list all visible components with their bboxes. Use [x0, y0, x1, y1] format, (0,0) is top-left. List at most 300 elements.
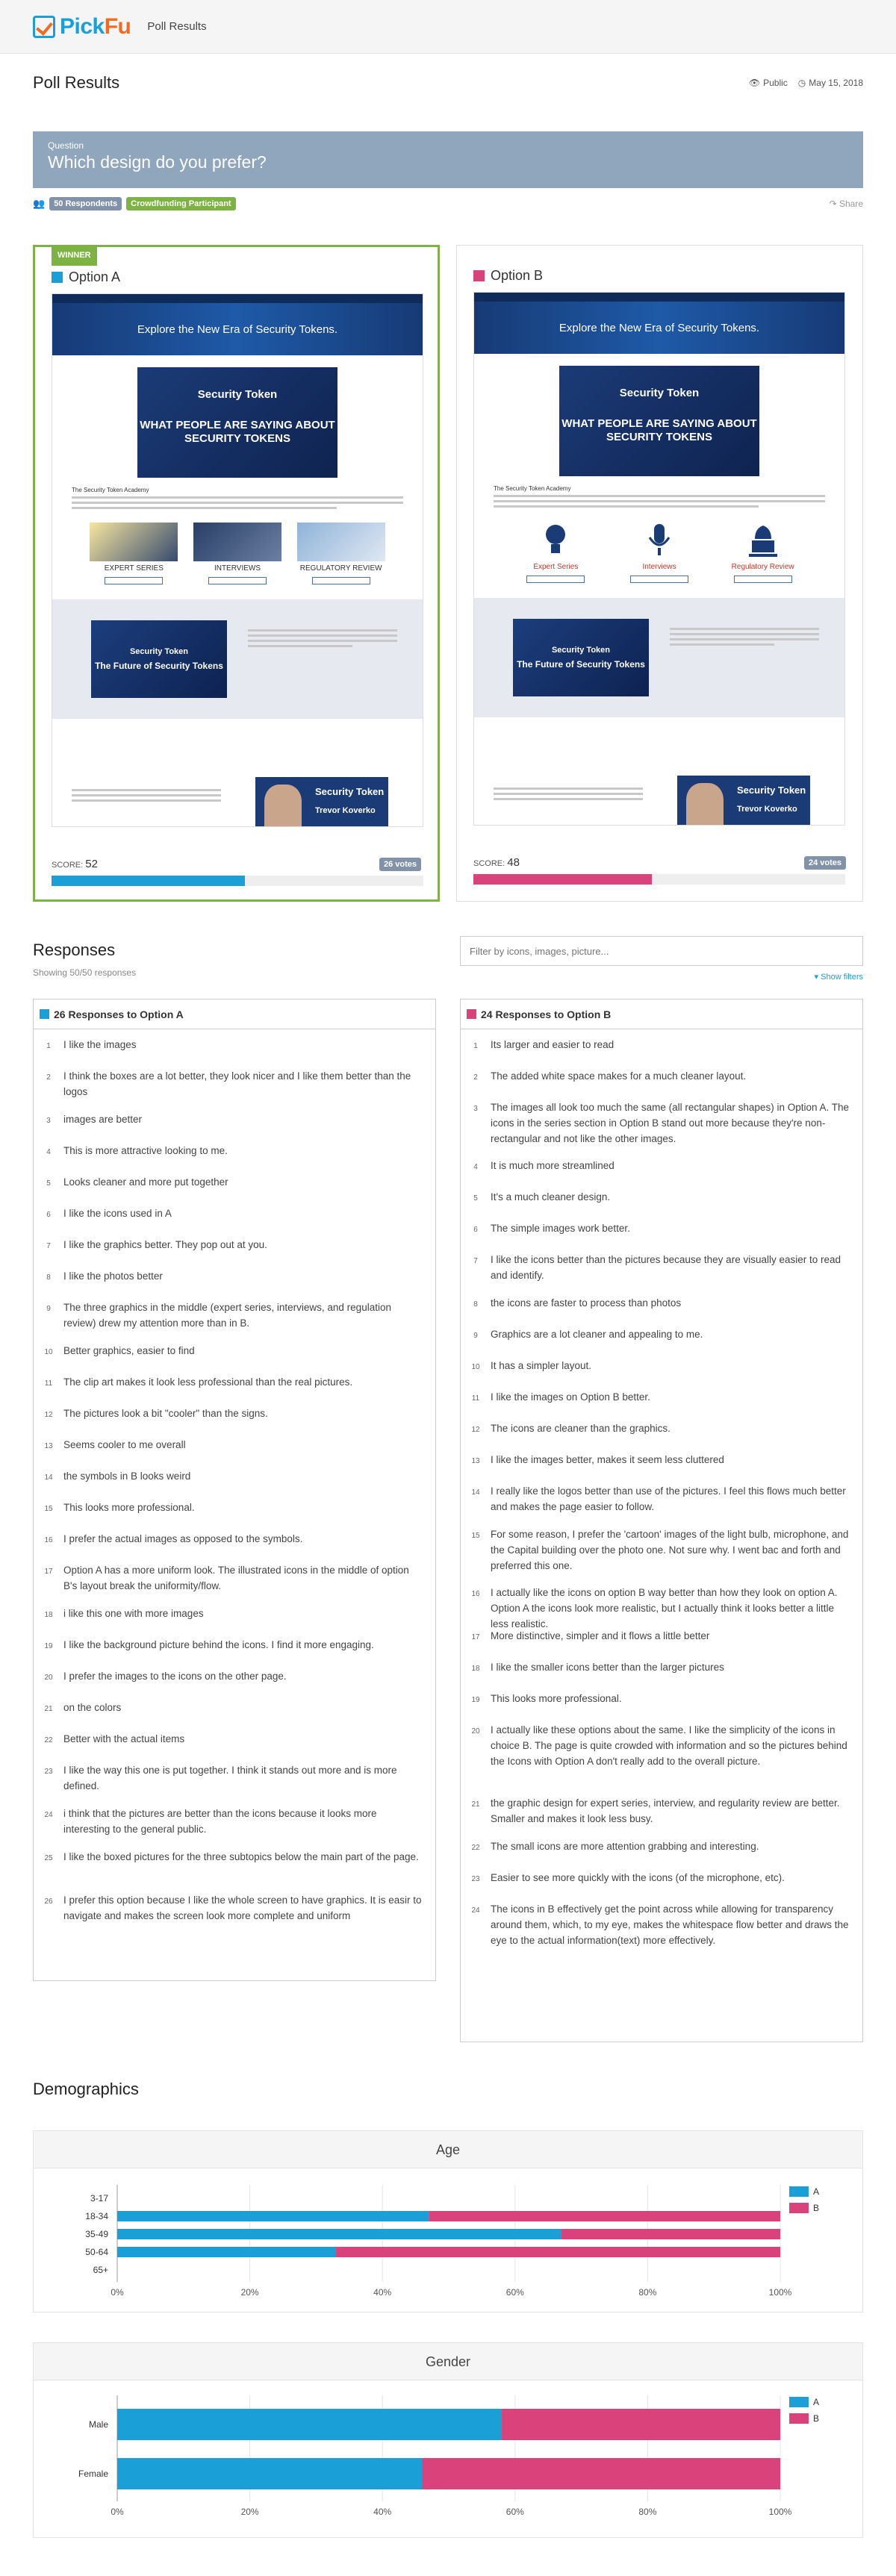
- option-b-label: [473, 268, 543, 284]
- response-text: Better graphics, easier to find: [63, 1345, 195, 1356]
- question-text: Which design do you prefer?: [48, 152, 267, 172]
- response-number: 24: [44, 1811, 53, 1819]
- response-text: The simple images work better.: [491, 1223, 630, 1234]
- response-number: 7: [46, 1242, 51, 1250]
- response-number: 22: [471, 1844, 480, 1852]
- y-category-label: 65+: [93, 2265, 108, 2275]
- response-text: I actually like the icons on option B way better than how they look on option A. Option A the icons look more realistic, but I actually think it looks better a little less realistic.: [491, 1587, 838, 1630]
- response-text: i like this one with more images: [63, 1608, 204, 1619]
- shot-bottom: [52, 774, 423, 826]
- response-item: [34, 1262, 435, 1294]
- page-title: Poll Results: [33, 73, 120, 92]
- date-label: May 15, 2018: [809, 78, 863, 88]
- shot-nav: [52, 294, 423, 303]
- response-item: [461, 1183, 862, 1214]
- response-item: [461, 1094, 862, 1152]
- response-item: [461, 1415, 862, 1446]
- shot-bottom-brand: Security Token: [315, 786, 385, 797]
- shot-hero: Explore the New Era of Security Tokens.: [52, 303, 423, 355]
- response-item: [461, 1031, 862, 1062]
- shot-band-video: [91, 620, 227, 698]
- option-a-responses-title: 26 Responses to Option A: [54, 1008, 184, 1020]
- response-text: I like the images: [63, 1039, 137, 1050]
- shot-text: [72, 487, 403, 509]
- response-item: [34, 1800, 435, 1843]
- logo-text-fu: Fu: [104, 13, 131, 39]
- response-text: I like the graphics better. They pop out at you.: [63, 1239, 267, 1250]
- x-tick-label: 80%: [638, 2507, 657, 2517]
- option-b-swatch: [473, 270, 485, 281]
- response-item: [461, 1477, 862, 1521]
- shot-feature: [615, 521, 703, 583]
- poll-date: [798, 78, 863, 88]
- responses-title: Responses: [33, 941, 116, 959]
- response-item: [461, 1320, 862, 1352]
- demographics-title: Demographics: [33, 2080, 139, 2098]
- response-number: 2: [473, 1073, 478, 1082]
- response-filter-input[interactable]: [460, 936, 863, 966]
- response-item: [34, 1200, 435, 1231]
- shot-band-title: The Future of Security Tokens: [517, 659, 645, 670]
- response-text: the symbols in B looks weird: [63, 1471, 191, 1482]
- score-label: SCORE:: [473, 859, 505, 868]
- shot-video: [559, 366, 759, 476]
- response-number: 5: [46, 1179, 51, 1188]
- response-number: 4: [46, 1148, 51, 1156]
- response-text: I prefer the images to the icons on the other page.: [63, 1671, 287, 1682]
- top-navbar: [0, 0, 896, 54]
- response-text: I like the photos better: [63, 1270, 163, 1282]
- response-text: I like the smaller icons better than the larger pictures: [491, 1662, 724, 1673]
- legend-swatch-B: [789, 2203, 809, 2213]
- shot-sub: The Security Token Academy: [494, 485, 571, 492]
- legend-label: B: [813, 2203, 820, 2213]
- response-number: 12: [471, 1426, 480, 1434]
- option-b-responses: [460, 999, 863, 2042]
- question-box: [33, 131, 863, 188]
- x-tick-label: 0%: [111, 2287, 124, 2298]
- response-item: [461, 1833, 862, 1864]
- option-b-responses-header: [461, 999, 862, 1029]
- option-b-title: Option B: [491, 268, 544, 283]
- response-number: 19: [44, 1642, 53, 1650]
- shot-features: [52, 523, 423, 584]
- response-item: [34, 1031, 435, 1062]
- response-item: [34, 1556, 435, 1600]
- option-b-votes: 24 votes: [804, 856, 846, 870]
- x-tick-label: 60%: [505, 2287, 524, 2298]
- shot-bottom: [474, 773, 844, 825]
- shot-nav: [474, 293, 844, 302]
- response-number: 8: [473, 1300, 478, 1309]
- option-b-screenshot[interactable]: [473, 292, 845, 826]
- response-item: [461, 1864, 862, 1895]
- response-text: I like the background picture behind the icons. I find it more engaging.: [63, 1639, 374, 1650]
- shot-feature-label: EXPERT SERIES: [104, 564, 164, 573]
- response-number: 19: [471, 1696, 480, 1704]
- response-number: 3: [473, 1105, 478, 1113]
- bar-segment-A: [117, 2458, 422, 2489]
- response-text: I like the boxed pictures for the three subtopics below the main part of the page.: [63, 1851, 419, 1862]
- response-text: The small icons are more attention grabbing and interesting.: [491, 1841, 759, 1852]
- main-content: [33, 73, 863, 2566]
- x-tick-label: 80%: [638, 2287, 657, 2298]
- bar-segment-B: [502, 2409, 780, 2440]
- legend-label: A: [813, 2186, 820, 2197]
- bar-segment-A: [117, 2409, 502, 2440]
- age-chart: [34, 2168, 862, 2312]
- response-number: 6: [473, 1226, 478, 1234]
- bar-segment-B: [422, 2458, 780, 2489]
- response-number: 25: [44, 1854, 53, 1862]
- response-number: 11: [44, 1379, 53, 1388]
- response-text: More distinctive, simpler and it flows a little better: [491, 1630, 710, 1641]
- response-item: [34, 1431, 435, 1462]
- shot-band-title: The Future of Security Tokens: [95, 661, 223, 671]
- shot-sub: The Security Token Academy: [72, 487, 149, 493]
- shot-band-text: [670, 628, 819, 649]
- response-text: The added white space makes for a much cleaner layout.: [491, 1070, 747, 1082]
- response-text: The images all look too much the same (all rectangular shapes) in Option A. The icons in the series section in Option B stand out more because they're non-rectangular and not like the other images.: [491, 1102, 850, 1144]
- gender-chart-panel: [33, 2342, 863, 2538]
- option-a-responses-header: [34, 999, 435, 1029]
- response-item: [34, 1631, 435, 1662]
- legend-label: A: [813, 2397, 820, 2407]
- response-number: 10: [471, 1363, 480, 1371]
- x-tick-label: 20%: [240, 2507, 259, 2517]
- response-text: the graphic design for expert series, interview, and regularity review are better. Smaller and makes it look less busy.: [491, 1797, 840, 1824]
- response-number: 18: [44, 1611, 53, 1619]
- poll-meta: [749, 78, 863, 88]
- response-text: I think the boxes are a lot better, they look nicer and I like them better than the logos: [63, 1070, 411, 1097]
- response-number: 9: [46, 1305, 51, 1313]
- response-item: [461, 1789, 862, 1833]
- response-text: I like the icons used in A: [63, 1208, 172, 1219]
- share-label: Share: [839, 199, 863, 209]
- shot-feature: [193, 523, 281, 584]
- response-text: I like the way this one is put together. I think it stands out more and is more defined.: [63, 1765, 397, 1791]
- response-number: 15: [471, 1532, 480, 1540]
- shot-feature-label: Regulatory Review: [731, 563, 794, 571]
- x-tick-label: 100%: [768, 2507, 792, 2517]
- response-text: Looks cleaner and more put together: [63, 1176, 228, 1188]
- response-text: images are better: [63, 1114, 143, 1125]
- shot-feature-label: REGULATORY REVIEW: [299, 564, 382, 573]
- response-number: 21: [471, 1800, 480, 1809]
- response-item: [34, 1368, 435, 1400]
- response-number: 14: [471, 1488, 480, 1497]
- y-category-label: Female: [78, 2469, 108, 2479]
- response-number: 10: [44, 1348, 53, 1356]
- response-text: This is more attractive looking to me.: [63, 1145, 228, 1156]
- score-value: 52: [85, 858, 98, 870]
- microphone-icon: [641, 521, 678, 560]
- response-text: This looks more professional.: [491, 1693, 622, 1704]
- response-text: It is much more streamlined: [491, 1160, 615, 1171]
- shot-bottom-name: Trevor Koverko: [315, 806, 376, 815]
- clock-icon: ◷: [797, 78, 806, 88]
- share-link[interactable]: [830, 199, 863, 209]
- response-number: 4: [473, 1163, 478, 1171]
- response-item: [461, 1579, 862, 1630]
- age-chart-panel: [33, 2130, 863, 2313]
- response-item: [34, 1062, 435, 1105]
- responses-count: Showing 50/50 responses: [33, 967, 137, 978]
- response-item: [34, 1886, 435, 1945]
- response-number: 5: [473, 1194, 478, 1203]
- response-text: on the colors: [63, 1702, 122, 1713]
- response-number: 1: [473, 1042, 478, 1050]
- legend-swatch-A: [789, 2186, 809, 2197]
- response-text: Option A has a more uniform look. The illustrated icons in the middle of option B's layout break the uniformity/flow.: [63, 1565, 409, 1591]
- age-chart-title: Age: [34, 2131, 862, 2168]
- response-item: [461, 1685, 862, 1716]
- response-item: [34, 1337, 435, 1368]
- y-category-label: 3-17: [90, 2193, 108, 2204]
- responses-heading-block: [33, 941, 136, 978]
- response-number: 17: [44, 1568, 53, 1576]
- response-item: [461, 1246, 862, 1289]
- option-b-responses-title: 24 Responses to Option B: [481, 1008, 612, 1020]
- response-text: Seems cooler to me overall: [63, 1439, 186, 1450]
- winner-badge: WINNER: [52, 245, 97, 266]
- response-item: [461, 1383, 862, 1415]
- option-a-responses: [33, 999, 436, 1981]
- response-item: [461, 1716, 862, 1789]
- shot-bottom-name: Trevor Koverko: [737, 805, 797, 814]
- shot-brand: Security Token: [197, 388, 278, 401]
- eye-icon: 👁: [748, 78, 761, 88]
- shot-band-brand: Security Token: [129, 647, 189, 656]
- gender-chart: [34, 2380, 862, 2537]
- y-category-label: 18-34: [85, 2211, 108, 2221]
- x-tick-label: 20%: [240, 2287, 259, 2298]
- y-category-label: Male: [88, 2419, 108, 2430]
- capitol-icon: [744, 521, 782, 560]
- response-number: 16: [44, 1536, 53, 1544]
- y-category-label: 35-49: [85, 2229, 108, 2239]
- option-a-label: [52, 269, 120, 285]
- shot-bottom-video: [255, 777, 388, 826]
- respondents-badge[interactable]: 50 Respondents: [49, 197, 122, 210]
- shot-brand: Security Token: [619, 387, 700, 399]
- x-tick-label: 0%: [111, 2507, 124, 2517]
- shot-video: [137, 367, 337, 478]
- response-text: Its larger and easier to read: [491, 1039, 615, 1050]
- logo-check-icon: [33, 16, 55, 38]
- response-number: 23: [471, 1875, 480, 1883]
- shot-band: [474, 598, 844, 717]
- visibility-label: Public: [763, 78, 788, 88]
- response-number: 24: [471, 1906, 480, 1915]
- response-number: 15: [44, 1505, 53, 1513]
- shot-band-video: [513, 619, 649, 696]
- response-number: 26: [44, 1897, 53, 1906]
- response-text: I prefer the actual images as opposed to the symbols.: [63, 1533, 303, 1544]
- response-item: [34, 1294, 435, 1337]
- response-item: [34, 1694, 435, 1725]
- visibility: [749, 78, 788, 88]
- shot-text: [494, 485, 825, 508]
- response-text: The icons in B effectively get the point across while allowing for transparency around them, which, to my eye, makes the whitespace flow better and draws the eye to the actual information(text) more effectively.: [491, 1903, 849, 1946]
- bar-segment-A: [117, 2229, 561, 2239]
- response-item: [34, 1494, 435, 1525]
- show-filters-link[interactable]: [815, 972, 863, 982]
- pickfu-logo[interactable]: [33, 14, 131, 40]
- bar-segment-A: [117, 2211, 429, 2221]
- response-item: [461, 1521, 862, 1579]
- bar-segment-B: [429, 2211, 780, 2221]
- response-text: I really like the logos better than use of the pictures. I feel this flows much better and makes the page easier to follow.: [491, 1485, 846, 1512]
- response-text: Better with the actual items: [63, 1733, 185, 1744]
- lightbulb-icon: [537, 521, 574, 560]
- shot-video-title: WHAT PEOPLE ARE SAYING ABOUT SECURITY TOKENS: [561, 417, 757, 443]
- response-text: For some reason, I prefer the 'cartoon' images of the light bulb, microphone, and the Capital building over the photo one. Not sure why. I went bac and forth and preferred this one.: [491, 1529, 849, 1571]
- option-a-swatch: [52, 272, 63, 283]
- response-item: [34, 1843, 435, 1886]
- score-bar-fill: [52, 876, 245, 886]
- response-item: [34, 1168, 435, 1200]
- shot-band-brand: Security Token: [551, 646, 611, 655]
- option-a-score-bar: [52, 876, 423, 886]
- x-tick-label: 40%: [373, 2287, 392, 2298]
- response-text: I like the images better, makes it seem less cluttered: [491, 1454, 724, 1465]
- response-number: 22: [44, 1736, 53, 1744]
- poll-chips: [33, 197, 236, 210]
- response-item: [34, 1105, 435, 1137]
- option-a-title: Option A: [69, 269, 121, 284]
- legend-label: B: [813, 2413, 820, 2424]
- x-tick-label: 40%: [373, 2507, 392, 2517]
- logo-text-pick: Pick: [60, 13, 105, 39]
- option-b-score: [473, 856, 520, 869]
- response-text: The clip art makes it look less professional than the real pictures.: [63, 1376, 353, 1388]
- response-item: [34, 1600, 435, 1631]
- response-text: I prefer this option because I like the whole screen to have graphics. It is easir to navigate and makes the screen look more complete and uniform: [63, 1894, 422, 1921]
- option-a-swatch: [40, 1009, 49, 1019]
- response-number: 14: [44, 1473, 53, 1482]
- shot-feature-label: Interviews: [642, 563, 676, 571]
- response-text: This looks more professional.: [63, 1502, 195, 1513]
- score-label: SCORE:: [52, 861, 84, 870]
- response-item: [34, 1725, 435, 1756]
- shot-video-title: WHAT PEOPLE ARE SAYING ABOUT SECURITY TOKENS: [140, 419, 335, 445]
- response-text: It has a simpler layout.: [491, 1360, 592, 1371]
- caret-down-icon: ▾: [814, 973, 819, 982]
- response-number: 13: [44, 1442, 53, 1450]
- response-text: The three graphics in the middle (expert series, interviews, and regulation review) drew my attention more than in B.: [63, 1302, 391, 1329]
- response-item: [34, 1756, 435, 1800]
- option-b-swatch: [467, 1009, 476, 1019]
- shot-band: [52, 599, 423, 719]
- response-item: [461, 1289, 862, 1320]
- response-number: 13: [471, 1457, 480, 1465]
- response-number: 1: [46, 1042, 51, 1050]
- response-number: 16: [471, 1590, 480, 1598]
- option-a-score: [52, 858, 98, 870]
- response-number: 20: [44, 1674, 53, 1682]
- show-filters-label: Show filters: [821, 973, 863, 982]
- shot-features: [474, 521, 844, 583]
- response-text: the icons are faster to process than photos: [491, 1297, 682, 1309]
- response-number: 17: [471, 1633, 480, 1641]
- response-item: [34, 1231, 435, 1262]
- shot-bottom-video: [677, 776, 810, 825]
- response-text: I like the images on Option B better.: [491, 1391, 650, 1403]
- response-item: [461, 1062, 862, 1094]
- shot-feature: [511, 521, 600, 583]
- shot-feature-label: Expert Series: [533, 563, 579, 571]
- response-item: [461, 1214, 862, 1246]
- response-number: 11: [471, 1394, 480, 1403]
- response-number: 7: [473, 1257, 478, 1265]
- score-bar-fill: [473, 874, 652, 885]
- x-tick-label: 60%: [505, 2507, 524, 2517]
- response-item: [461, 1446, 862, 1477]
- option-b-score-bar: [473, 874, 845, 885]
- response-number: 2: [46, 1073, 51, 1082]
- response-item: [34, 1462, 435, 1494]
- response-item: [34, 1662, 435, 1694]
- option-a-votes: 26 votes: [379, 858, 421, 871]
- response-text: Easier to see more quickly with the icons (of the microphone, etc).: [491, 1872, 785, 1883]
- response-text: Graphics are a lot cleaner and appealing to me.: [491, 1329, 703, 1340]
- shot-band-text: [248, 629, 397, 650]
- option-a-screenshot[interactable]: [52, 293, 423, 827]
- share-icon: ↷: [829, 199, 837, 209]
- response-number: 8: [46, 1273, 51, 1282]
- legend-swatch-A: [789, 2397, 809, 2407]
- response-number: 23: [44, 1768, 53, 1776]
- response-item: [461, 1653, 862, 1685]
- shot-bottom-brand: Security Token: [737, 785, 806, 796]
- question-label: Question: [48, 140, 84, 151]
- response-text: The icons are cleaner than the graphics.: [491, 1423, 671, 1434]
- response-item: [461, 1895, 862, 1953]
- response-item: [34, 1137, 435, 1168]
- gender-chart-title: Gender: [34, 2343, 862, 2380]
- shot-feature: [719, 521, 807, 583]
- bar-segment-A: [117, 2247, 336, 2257]
- response-item: [461, 1352, 862, 1383]
- bar-segment-B: [336, 2247, 780, 2257]
- bar-segment-B: [561, 2229, 780, 2239]
- response-item: [34, 1400, 435, 1431]
- shot-hero: Explore the New Era of Security Tokens.: [474, 302, 844, 354]
- response-item: [34, 1525, 435, 1556]
- response-text: I actually like these options about the same. I like the simplicity of the icons in choice B. The page is quite crowded with information and so the pictures behind the Icons with Option A don't really add to the overall picture.: [491, 1724, 847, 1767]
- response-text: It's a much cleaner design.: [491, 1191, 611, 1203]
- response-text: i think that the pictures are better than the icons because it looks more interesting to the general public.: [63, 1808, 377, 1835]
- response-item: [461, 1622, 862, 1653]
- x-tick-label: 100%: [768, 2287, 792, 2298]
- response-text: I like the icons better than the pictures because they are visually easier to read and identify.: [491, 1254, 841, 1281]
- option-b-card: [456, 245, 863, 902]
- y-category-label: 50-64: [85, 2247, 108, 2257]
- response-number: 12: [44, 1411, 53, 1419]
- response-number: 20: [471, 1727, 480, 1735]
- response-number: 18: [471, 1665, 480, 1673]
- response-number: 6: [46, 1211, 51, 1219]
- response-item: [461, 1152, 862, 1183]
- shot-feature: [297, 523, 385, 584]
- users-icon: 👥: [33, 198, 46, 209]
- option-a-card: [33, 245, 440, 902]
- score-value: 48: [507, 856, 520, 869]
- participant-badge[interactable]: Crowdfunding Participant: [126, 197, 235, 210]
- shot-feature-label: INTERVIEWS: [214, 564, 261, 573]
- nav-title: Poll Results: [147, 20, 207, 33]
